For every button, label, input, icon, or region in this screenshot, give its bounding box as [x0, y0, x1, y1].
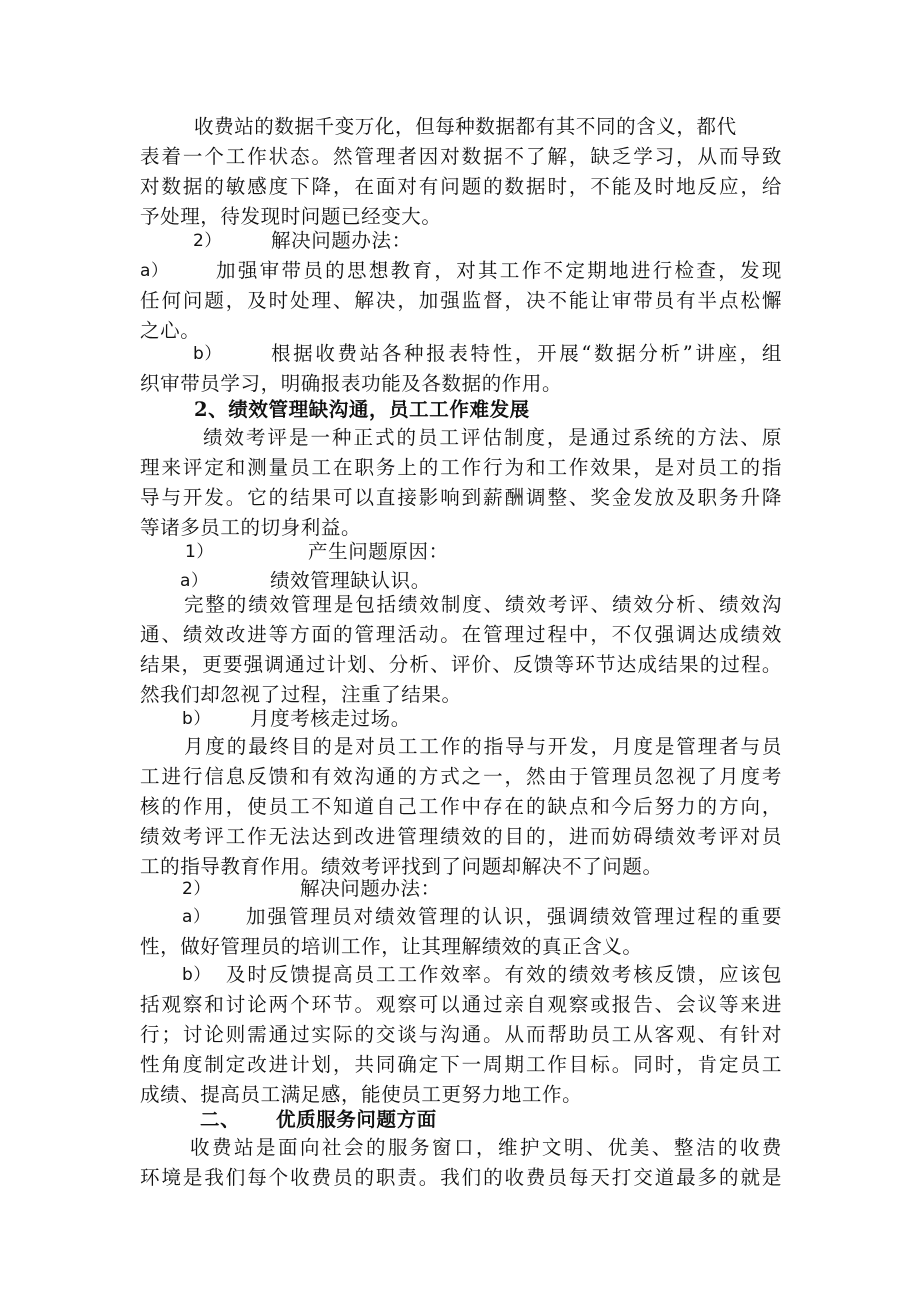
section-number: 二、 — [200, 1108, 241, 1131]
text-line: 绩效考评工作无法达到改进管理绩效的目的，进而妨碍绩效考评对员 — [140, 825, 782, 848]
text-line: 工的指导教育作用。绩效考评找到了问题却解决不了问题。 — [140, 855, 663, 878]
text-line: 成绩、提高员工满足感，能使员工更努力地工作。 — [140, 1083, 583, 1106]
text-line: 工进行信息反馈和有效沟通的方式之一，然由于管理员忽视了月度考 — [140, 765, 782, 788]
text-line: 任何问题，及时处理、解决，加强监督，决不能让审带员有半点松懈 — [140, 289, 782, 312]
item-label: b） — [182, 709, 211, 729]
item-heading: 绩效管理缺认识。 — [270, 569, 431, 592]
text-line: 予处理，待发现时问题已经变大。 — [140, 205, 442, 228]
item-heading: 月度考核走过场。 — [250, 707, 411, 730]
item-number: 2） — [182, 879, 212, 899]
item-label: a） — [180, 571, 209, 591]
text-line: 然我们却忽视了过程，注重了结果。 — [140, 683, 462, 706]
text-line: 织审带员学习，明确报表功能及各数据的作用。 — [140, 372, 563, 395]
item-label: b） — [193, 344, 222, 364]
text-line: 收费站的数据千变万化，但每种数据都有其不同的含义，都代 — [194, 115, 737, 138]
item-number: 2） — [193, 231, 223, 251]
item-heading: 产生问题原因： — [308, 540, 449, 563]
text-line: 理来评定和测量员工在职务上的工作行为和工作效果，是对员工的指 — [140, 456, 782, 479]
section-title: 优质服务问题方面 — [276, 1108, 437, 1131]
section-heading: 2、绩效管理缺沟通，员工工作难发展 — [194, 398, 530, 421]
item-label: a） — [140, 261, 169, 281]
text-line: 导与开发。它的结果可以直接影响到薪酬调整、奖金发放及职务升降 — [140, 486, 782, 509]
text-line: 环境是我们每个收费员的职责。我们的收费员每天打交道最多的就是 — [140, 1166, 782, 1189]
text-line: 加强管理员对绩效管理的认识，强调绩效管理过程的重要 — [246, 905, 782, 928]
text-line: 括观察和讨论两个环节。观察可以通过亲自观察或报告、会议等来进 — [140, 993, 782, 1016]
text-line: 及时反馈提高员工工作效率。有效的绩效考核反馈，应该包 — [226, 963, 782, 986]
text-line: 核的作用，使员工不知道自己工作中存在的缺点和今后努力的方向， — [140, 795, 782, 818]
item-label: a） — [182, 907, 211, 927]
item-number: 1） — [185, 542, 215, 562]
text-line: 月度的最终目的是对员工工作的指导与开发，月度是管理者与员 — [184, 735, 782, 758]
text-line: 等诸多员工的切身利益。 — [140, 516, 362, 539]
text-line: 根据收费站各种报表特性，开展“数据分析”讲座，组 — [271, 342, 782, 365]
text-line: 结果，更要强调通过计划、分析、评价、反馈等环节达成结果的过程。 — [140, 653, 782, 676]
text-line: 行；讨论则需通过实际的交谈与沟通。从而帮助员工从客观、有针对 — [140, 1023, 782, 1046]
text-line: 绩效考评是一种正式的员工评估制度，是通过系统的方法、原 — [203, 426, 782, 449]
item-label: b） — [182, 965, 211, 985]
text-line: 对数据的敏感度下降，在面对有问题的数据时，不能及时地反应，给 — [140, 175, 782, 198]
text-line: 性角度制定改进计划，共同确定下一周期工作目标。同时，肯定员工 — [140, 1053, 782, 1076]
text-line: 性，做好管理员的培训工作，让其理解绩效的真正含义。 — [140, 935, 643, 958]
item-heading: 解决问题办法： — [300, 877, 441, 900]
text-line: 加强审带员的思想教育，对其工作不定期地进行检查，发现 — [216, 259, 782, 282]
text-line: 之心。 — [140, 319, 201, 342]
text-line: 完整的绩效管理是包括绩效制度、绩效考评、绩效分析、绩效沟 — [184, 593, 782, 616]
text-line: 通、绩效改进等方面的管理活动。在管理过程中，不仅强调达成绩效 — [140, 623, 782, 646]
text-line: 收费站是面向社会的服务窗口，维护文明、优美、整洁的收费 — [190, 1136, 782, 1159]
item-heading: 解决问题办法： — [271, 229, 412, 252]
text-line: 表着一个工作状态。然管理者因对数据不了解，缺乏学习，从而导致 — [140, 145, 782, 168]
